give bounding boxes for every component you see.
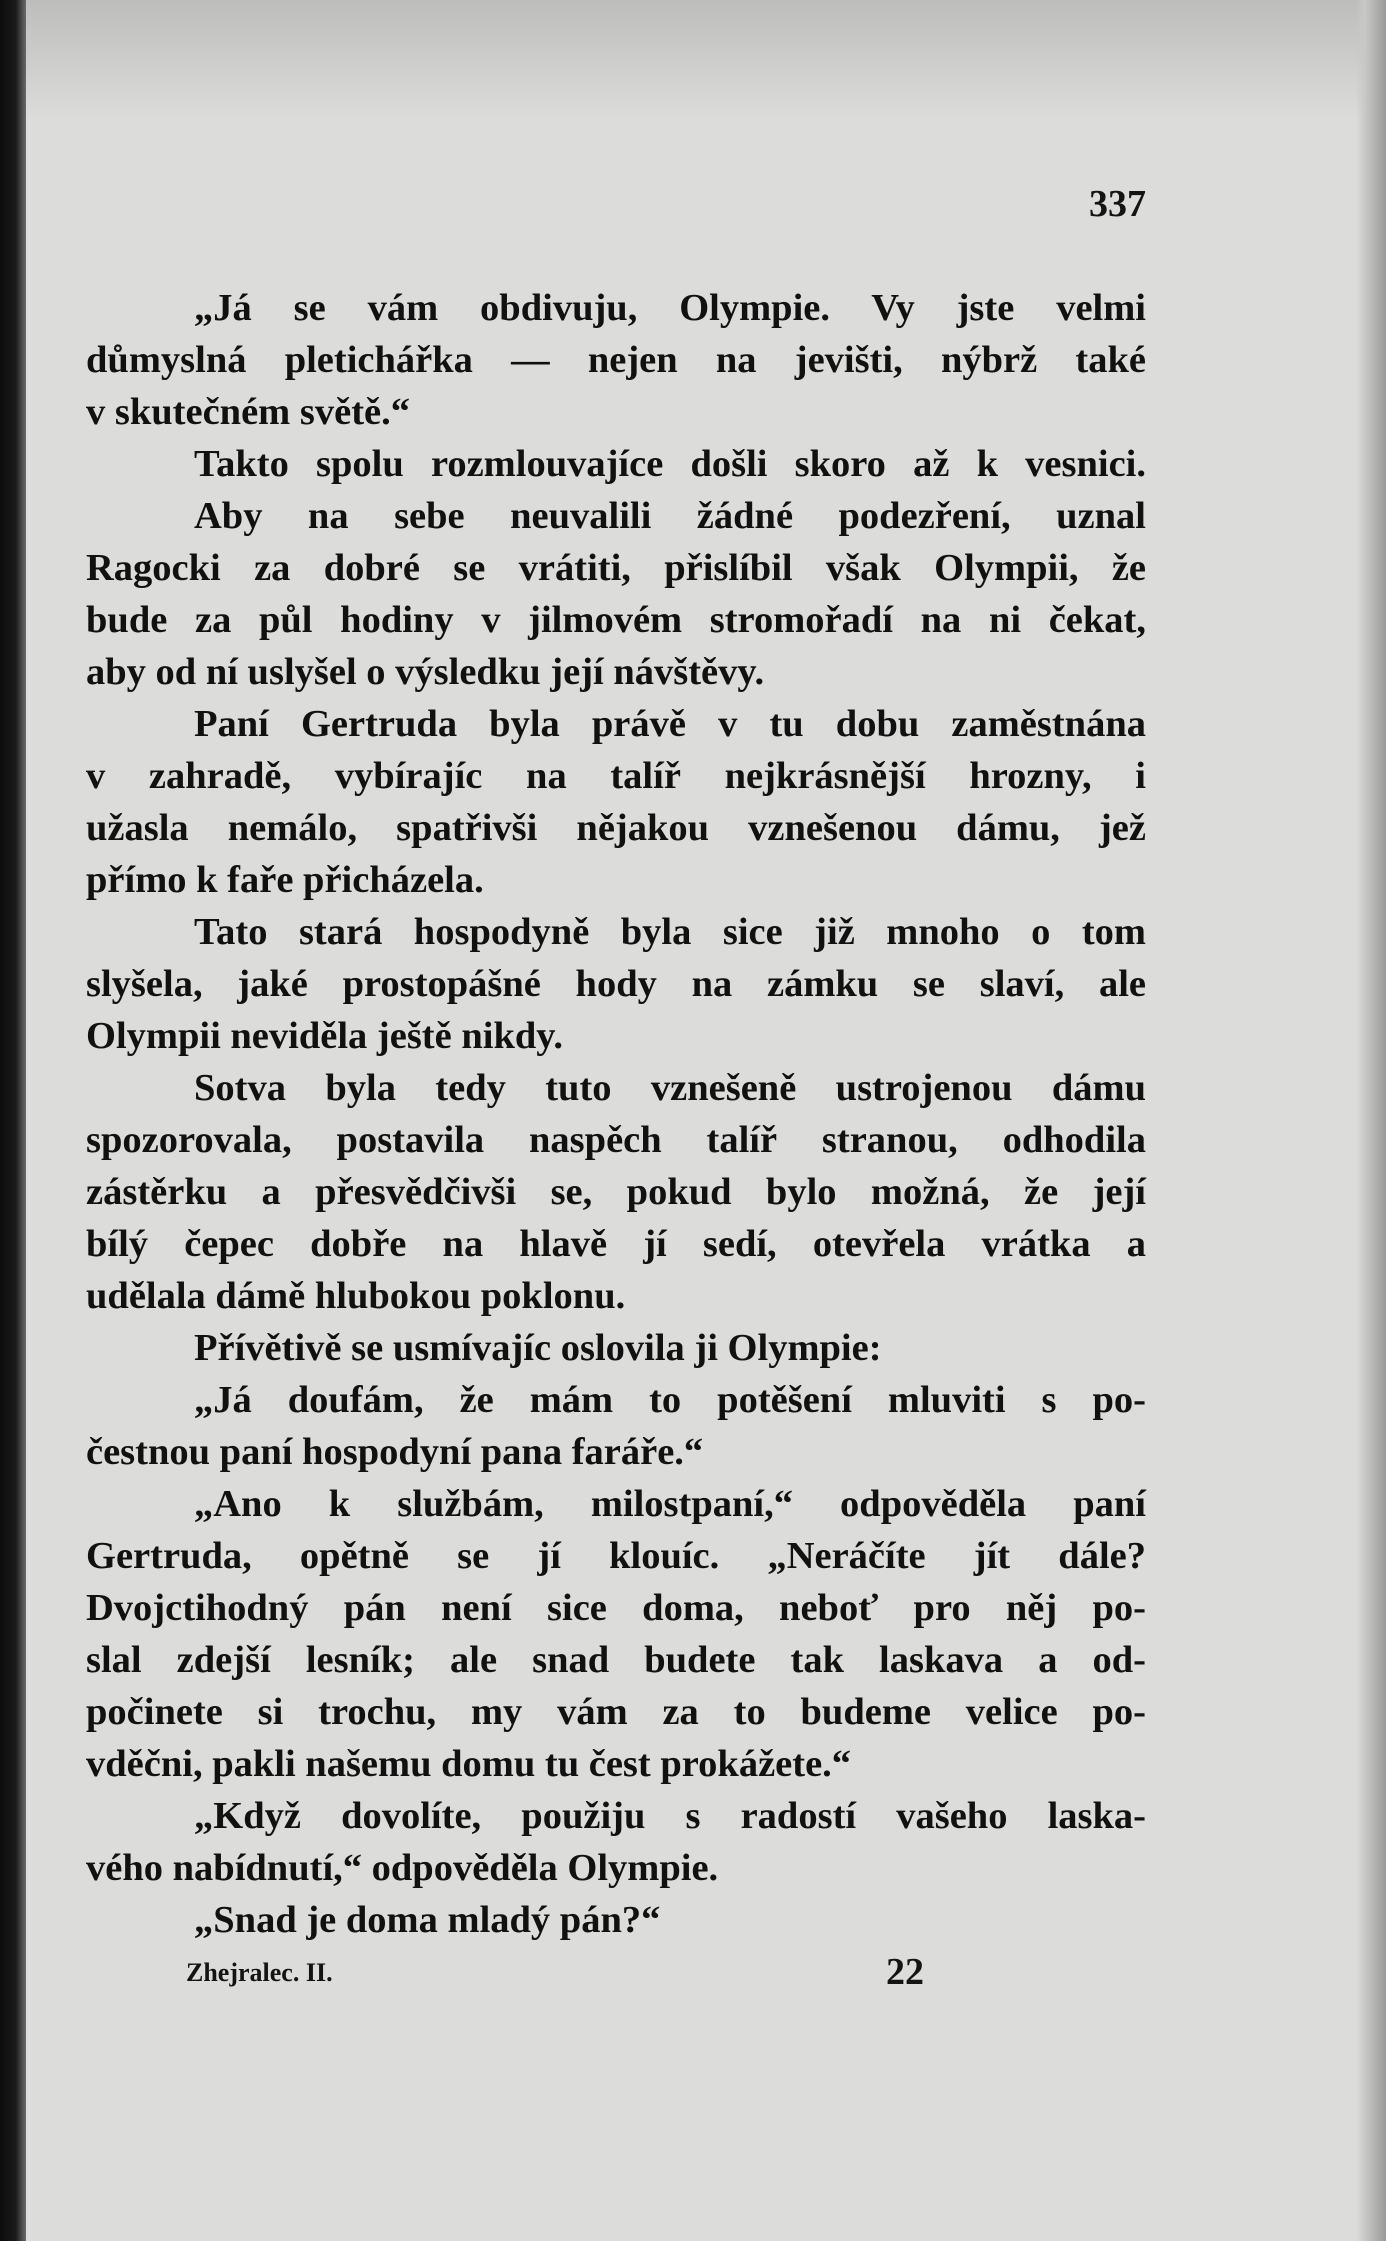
text-line: udělala dámě hlubokou poklonu. [86,1275,626,1317]
text-line: v zahradě, vybírajíc na talíř nejkrásnější hrozny, i [86,755,1146,797]
text-line: zástěrku a přesvědčivši se, pokud bylo možná, že její [86,1171,1146,1213]
text-line: Přívětivě se usmívajíc oslovila ji Olympie: [194,1327,882,1369]
body-text [86,282,1146,1946]
text-line: užasla nemálo, spatřivši nějakou vznešenou dámu, jež [86,807,1146,849]
text-line: v skutečném světě.“ [86,391,410,433]
text-line: čestnou paní hospodyní pana faráře.“ [86,1431,704,1473]
text-line: bude za půl hodiny v jilmovém stromořadí na ni čekat, [86,599,1146,641]
text-line: Paní Gertruda byla právě v tu dobu zaměstnána [194,703,1146,745]
text-line: Takto spolu rozmlouvajíce došli skoro až k vesnici. [194,443,1146,485]
text-line: aby od ní uslyšel o výsledku její návštěvy. [86,651,765,693]
text-line: bílý čepec dobře na hlavě jí sedí, otevřela vrátka a [86,1223,1146,1265]
text-line: Sotva byla tedy tuto vznešeně ustrojenou dámu [194,1067,1146,1109]
text-line: slal zdejší lesník; ale snad budete tak laskava a od- [86,1639,1146,1681]
text-line: „Když dovolíte, použiju s radostí vašeho laska- [194,1795,1146,1837]
text-line: „Snad je doma mladý pán?“ [194,1899,661,1941]
text-line: Tato stará hospodyně byla sice již mnoho o tom [194,911,1146,953]
text-line: Gertruda, opětně se jí klouíc. „Neráčíte jít dále? [86,1535,1146,1577]
text-line: „Já doufám, že mám to potěšení mluviti s po- [194,1379,1146,1421]
scan-shadow-top [0,0,1386,120]
text-line: Aby na sebe neuvalili žádné podezření, uznal [194,495,1146,537]
text-line: vděčni, pakli našemu domu tu čest prokážete.“ [86,1743,852,1785]
text-line: „Já se vám obdivuju, Olympie. Vy jste velmi [194,287,1146,329]
scan-binding-edge [0,0,26,2241]
page-footer [186,1950,946,2000]
sheet-number: 22 [886,1951,924,1993]
text-line: přímo k faře přicházela. [86,859,484,901]
text-line: důmyslná pletichářka — nejen na jevišti, nýbrž také [86,339,1146,381]
text-line: spozorovala, postavila naspěch talíř stranou, odhodila [86,1119,1146,1161]
text-line: slyšela, jaké prostopášné hody na zámku se slaví, ale [86,963,1146,1005]
printer-signature: Zhejralec. II. [186,1958,333,1987]
text-line: Ragocki za dobré se vrátiti, přislíbil však Olympii, že [86,547,1146,589]
scan-shadow-right [1356,0,1386,2241]
text-line: počinete si trochu, my vám za to budeme velice po- [86,1691,1146,1733]
text-line: Olympii neviděla ještě nikdy. [86,1015,564,1057]
text-line: „Ano k službám, milostpaní,“ odpověděla paní [194,1483,1146,1525]
page-number: 337 [1089,183,1146,225]
text-line: Dvojctihodný pán není sice doma, neboť pro něj po- [86,1587,1146,1629]
text-line: vého nabídnutí,“ odpověděla Olympie. [86,1847,719,1889]
